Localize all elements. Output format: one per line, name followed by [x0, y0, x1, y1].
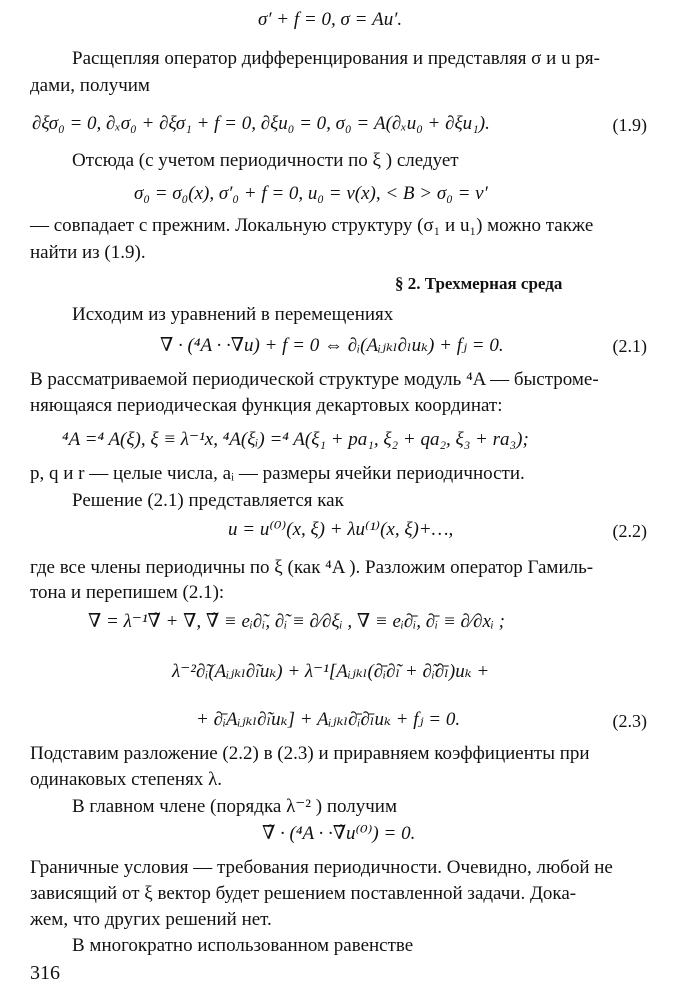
text-line: — совпадает с прежним. Локальную структуру (σ₁ и u₁) можно также: [30, 215, 594, 236]
text-line: одинаковых степенях λ.: [30, 769, 223, 790]
formula-line: ∇̃ · (⁴A · ·∇̃u⁽⁰⁾) = 0.: [262, 823, 416, 844]
text-line: Исходим из уравнений в перемещениях: [72, 304, 394, 325]
text-line: Расщепляя оператор дифференцирования и представляя σ и u ря-: [72, 48, 600, 69]
equation-2-3: + ∂̄ᵢAᵢⱼₖₗ∂̃ₗuₖ] + Aᵢⱼₖₗ∂̄ᵢ∂̄ₗuₖ + fⱼ = 0.: [196, 709, 461, 730]
equation-number: (2.3): [612, 711, 647, 731]
equation-number: (2.1): [612, 336, 647, 356]
formula-line: σ₀ = σ₀(x), σ′₀ + f = 0, u₀ = v(x), < B > σ₀ = v′: [134, 183, 488, 204]
formula-line: ⁴A =⁴ A(ξ), ξ ≡ λ⁻¹x, ⁴A(ξᵢ) =⁴ A(ξ₁ + pa₁, ξ₂ + qa₂, ξ₃ + ra₃);: [62, 429, 529, 450]
text-line: Граничные условия — требования периодичности. Очевидно, любой не: [30, 857, 613, 878]
text-line: дами, получим: [30, 75, 150, 96]
page-number: 316: [30, 962, 60, 984]
text-line: В главном члене (порядка λ⁻² ) получим: [72, 796, 397, 817]
formula-line: σ′ + f = 0, σ = Au′.: [258, 9, 403, 30]
text-line: найти из (1.9).: [30, 242, 146, 263]
text-line: тона и перепишем (2.1):: [30, 582, 225, 603]
text-line: В многократно использованном равенстве: [72, 935, 414, 956]
equation-1-9: ∂ξσ₀ = 0, ∂ₓσ₀ + ∂ξσ₁ + f = 0, ∂ξu₀ = 0, σ₀ = A(∂ₓu₀ + ∂ξu₁).: [32, 113, 490, 134]
formula-line: ∇ = λ⁻¹∇̃ + ∇̄, ∇̃ ≡ eᵢ∂̃ᵢ, ∂̃ᵢ ≡ ∂⁄∂ξᵢ , ∇̄ ≡ eᵢ∂̄ᵢ, ∂̄ᵢ ≡ ∂⁄∂xᵢ ;: [88, 611, 505, 632]
text-line: p, q и r — целые числа, aᵢ — размеры ячейки периодичности.: [30, 463, 525, 484]
text-line: няющаяся периодическая функция декартовых координат:: [30, 395, 503, 416]
text-line: Решение (2.1) представляется как: [72, 490, 344, 511]
text-line: В рассматриваемой периодической структуре модуль ⁴A — быстроме-: [30, 369, 599, 390]
text-line: Отсюда (с учетом периодичности по ξ ) следует: [72, 150, 459, 171]
formula-line: λ⁻²∂̃ᵢ(Aᵢⱼₖₗ∂̃ₗuₖ) + λ⁻¹[Aᵢⱼₖₗ(∂̄ᵢ∂̃ₗ + ∂̃ᵢ∂̄ₗ)uₖ +: [172, 661, 490, 682]
text-line: где все члены периодичны по ξ (как ⁴A ). Разложим оператор Гамиль-: [30, 557, 594, 578]
equation-2-1: ∇ · (⁴A · ·∇u) + f = 0 ⇔ ∂ᵢ(Aᵢⱼₖₗ∂ₗuₖ) + fⱼ = 0.: [160, 335, 504, 356]
text-line: Подставим разложение (2.2) в (2.3) и приравняем коэффициенты при: [30, 743, 590, 764]
equation-number: (2.2): [612, 521, 647, 541]
text-line: жем, что других решений нет.: [30, 909, 272, 930]
equation-2-2: u = u⁽⁰⁾(x, ξ) + λu⁽¹⁾(x, ξ)+…,: [228, 519, 454, 540]
section-heading: § 2. Трехмерная среда: [395, 274, 563, 293]
equation-number: (1.9): [612, 115, 647, 135]
text-line: зависящий от ξ вектор будет решением поставленной задачи. Дока-: [30, 883, 577, 904]
